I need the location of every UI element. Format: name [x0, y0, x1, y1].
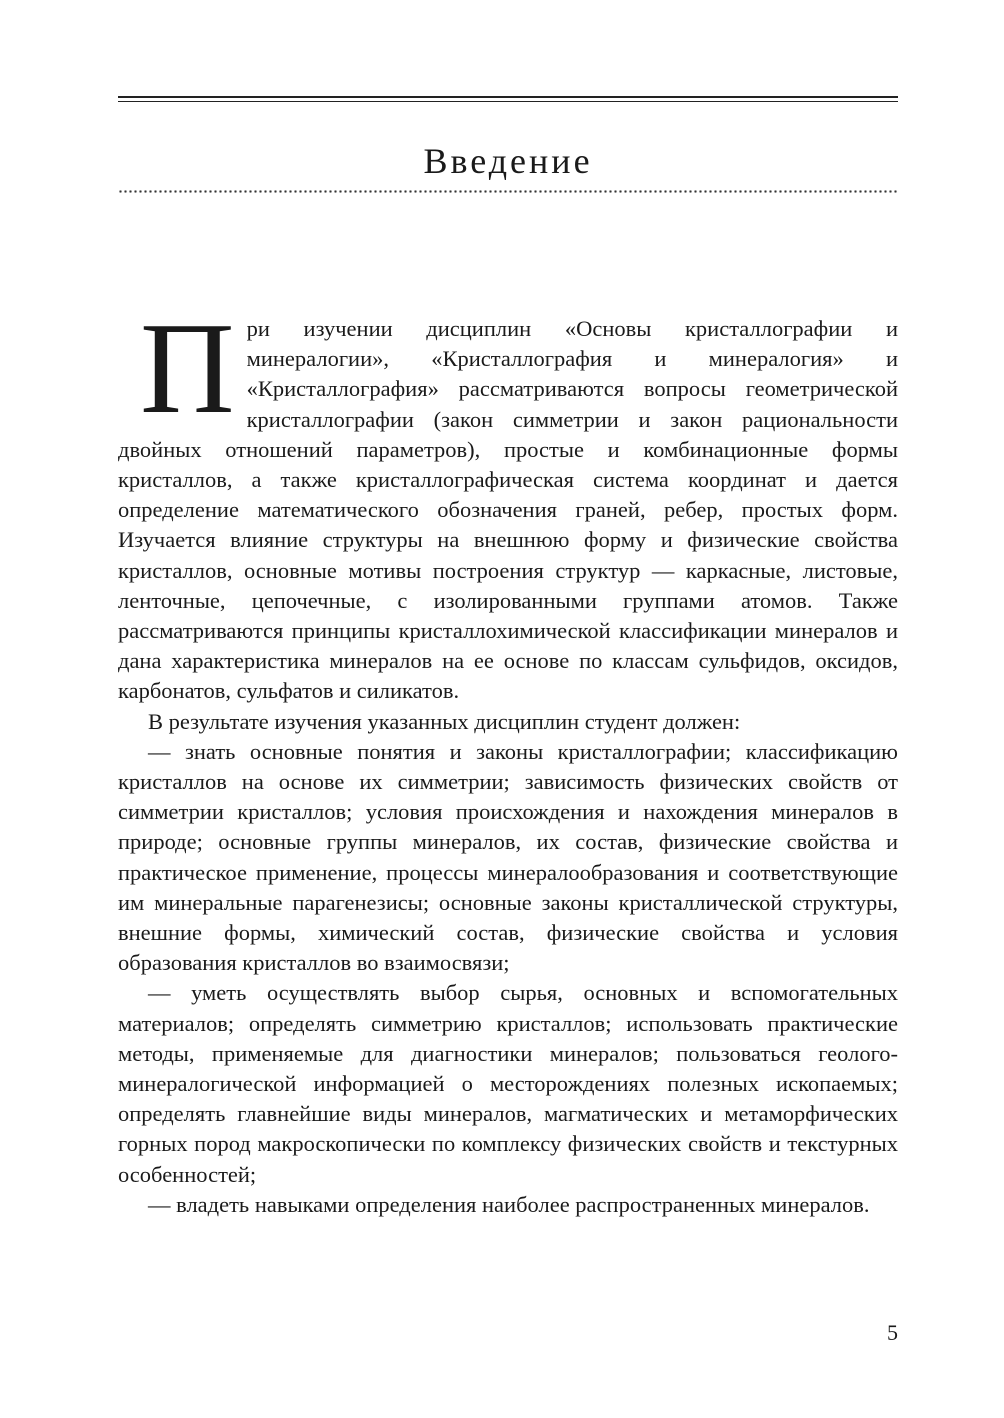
chapter-body [118, 296, 898, 1220]
chapter-heading: Введение [423, 141, 593, 181]
paragraph-know: — знать основные понятия и законы кристаллографии; классификацию кристаллов на основе их симметрии; зависимость физических свойств от симметрии кристаллов; условия происхождения и нахождения минералов в природе; основные группы минералов, их состав, физические свойства и практическое применение, процессы минералообразования и соответствующие им минеральные парагенезисы; основные законы кристаллической структуры, внешние формы, химический состав, физические свойства и условия образования кристаллов во взаимосвязи; [118, 738, 898, 976]
paragraph-intro-text: ри изучении дисциплин «Основы кристаллографии и минералогии», «Кристаллография и минералогия» и «Кристаллография» рассматриваются вопросы геометрической кристаллографии (закон симметрии и закон рациональности двойных отношений параметров), простые и комбинационные формы кристаллов, а также кристаллографическая система координат и дается определение математического обозначения граней, ребер, простых форм. Изучается влияние структуры на внешнюю форму и физические свойства кристаллов, основные мотивы построения структур — каркасные, листовые, ленточные, цепочечные, с изолированными группами атомов. Также рассматриваются принципы кристаллохимической классификации минералов и дана характеристика минералов на ее основе по классам сульфидов, оксидов, карбонатов, сульфатов и силикатов. [118, 316, 898, 704]
paragraph-intro [118, 296, 898, 707]
header-rule-thin [118, 101, 898, 102]
page-number: 5 [887, 1320, 898, 1345]
dotted-divider [118, 190, 898, 193]
paragraph-be-able: — уметь осуществлять выбор сырья, основных и вспомогательных материалов; определять симметрию кристаллов; использовать практические методы, применяемые для диагностики минералов; пользоваться геолого-минералогической информацией о месторождениях полезных ископаемых; определять главнейшие виды минералов, магматических и метаморфических горных пород макроскопически по комплексу физических свойств и текстурных особенностей; [118, 980, 898, 1187]
paragraph-master: — владеть навыками определения наиболее распространенных минералов. [148, 1191, 870, 1217]
header-rule-thick [118, 96, 898, 98]
drop-cap-letter: П [140, 296, 235, 441]
paragraph-requirements-lead: В результате изучения указанных дисциплин студент должен: [148, 708, 741, 734]
